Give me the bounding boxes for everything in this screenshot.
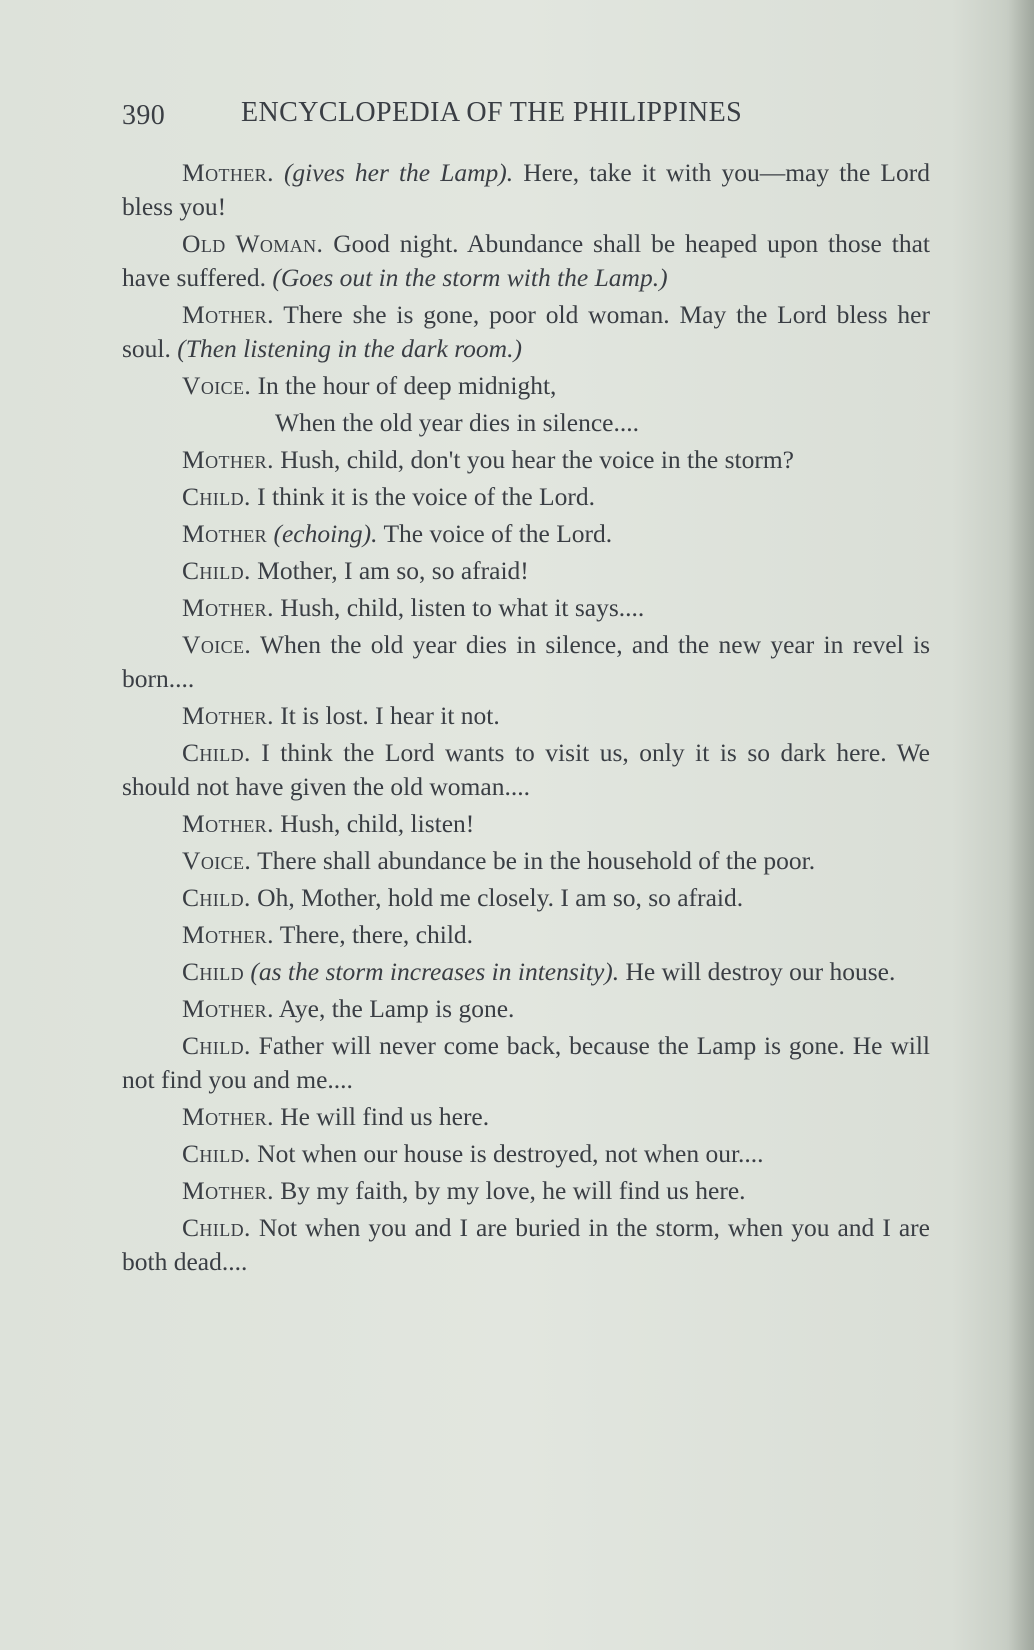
line-text: Here, take it with you—may the Lord bless you! (122, 158, 930, 221)
speaker-name: Mother. (182, 593, 274, 622)
speaker-name: Mother. (182, 300, 274, 329)
dialogue-line (122, 807, 930, 841)
speaker-name: Mother. (182, 1102, 274, 1131)
dialogue-line (122, 1137, 930, 1171)
dialogue-line (122, 1174, 930, 1208)
speaker-name: Voice. (182, 630, 252, 659)
speaker-name: Mother (182, 519, 268, 548)
dialogue-line (122, 699, 930, 733)
line-text: He will destroy our house. (619, 957, 896, 986)
running-title: ENCYCLOPEDIA OF THE PHILIPPINES (241, 97, 743, 128)
stage-direction: (as the storm increases in intensity). (244, 957, 620, 986)
line-text: I think the Lord wants to visit us, only it is so dark here. We should not have given the old woman.... (122, 738, 930, 801)
speaker-name: Mother. (182, 701, 274, 730)
line-text: Oh, Mother, hold me closely. I am so, so afraid. (250, 883, 744, 912)
line-text: Good night. Abundance shall be heaped upon those that have suffered. (122, 229, 930, 292)
line-text: Hush, child, don't you hear the voice in the storm? (273, 445, 794, 474)
dialogue-line (122, 517, 930, 551)
dialogue-line (122, 1211, 930, 1279)
line-text: By my faith, by my love, he will find us here. (273, 1176, 746, 1205)
speaker-name: Child. (182, 1213, 251, 1242)
line-text: Father will never come back, because the Lamp is gone. He will not find you and me.... (122, 1031, 930, 1094)
speaker-name: Mother. (182, 445, 274, 474)
stage-direction: (Goes out in the storm with the Lamp.) (272, 263, 668, 292)
speaker-name: Child. (182, 883, 251, 912)
stage-direction: (Then listening in the dark room.) (177, 334, 522, 363)
line-text: I think it is the voice of the Lord. (250, 482, 595, 511)
speaker-name: Child. (182, 556, 251, 585)
line-text: Hush, child, listen! (273, 809, 475, 838)
dialogue-line (122, 955, 930, 989)
speaker-name: Mother. (182, 1176, 274, 1205)
dialogue-line (122, 881, 930, 915)
speaker-name: Voice. (182, 846, 252, 875)
line-text: Hush, child, listen to what it says.... (273, 593, 645, 622)
line-text: It is lost. I hear it not. (273, 701, 500, 730)
dialogue-line (122, 1029, 930, 1097)
page-number: 390 (122, 100, 166, 131)
line-text: There shall abundance be in the household of the poor. (251, 846, 816, 875)
line-text: Not when you and I are buried in the storm, when you and I are both dead.... (122, 1213, 930, 1276)
dialogue-line (122, 227, 930, 295)
line-text: Aye, the Lamp is gone. (273, 994, 515, 1023)
page-edge-shadow (1008, 0, 1034, 1650)
dialogue-line (122, 369, 930, 403)
line-text: The voice of the Lord. (377, 519, 613, 548)
dialogue-line (122, 156, 930, 224)
line-text: Mother, I am so, so afraid! (250, 556, 529, 585)
speaker-name: Child. (182, 1031, 251, 1060)
dialogue-line (122, 844, 930, 878)
dialogue-line (122, 443, 930, 477)
speaker-name: Child (182, 957, 244, 986)
dialogue-line (122, 298, 930, 366)
dialogue-line (122, 918, 930, 952)
line-text: There, there, child. (273, 920, 474, 949)
speaker-name: Child. (182, 738, 251, 767)
line-text: Not when our house is destroyed, not when our.... (250, 1139, 764, 1168)
dialogue-line (122, 554, 930, 588)
stage-direction: (echoing). (267, 519, 378, 548)
page-header (122, 92, 882, 136)
dialogue-line (122, 591, 930, 625)
speaker-name: Voice. (182, 371, 252, 400)
speaker-name: Old Woman. (182, 229, 324, 258)
line-text: In the hour of deep midnight, (251, 371, 557, 400)
dialogue-line (122, 480, 930, 514)
speaker-name: Mother. (182, 158, 274, 187)
dialogue-line (122, 736, 930, 804)
line-text: He will find us here. (273, 1102, 490, 1131)
dialogue-line (122, 992, 930, 1026)
speaker-name: Mother. (182, 920, 274, 949)
stage-direction: (gives her the Lamp). (283, 158, 514, 187)
line-text: There she is gone, poor old woman. May the Lord bless her soul. (122, 300, 930, 363)
dialogue-body (122, 156, 930, 1282)
speaker-name: Mother. (182, 994, 274, 1023)
verse-line: When the old year dies in silence.... (275, 408, 639, 437)
speaker-name: Child. (182, 482, 251, 511)
line-text: When the old year dies in silence, and the new year in revel is born.... (122, 630, 930, 693)
speaker-name: Child. (182, 1139, 251, 1168)
speaker-name: Mother. (182, 809, 274, 838)
dialogue-line (122, 1100, 930, 1134)
dialogue-line (122, 628, 930, 696)
